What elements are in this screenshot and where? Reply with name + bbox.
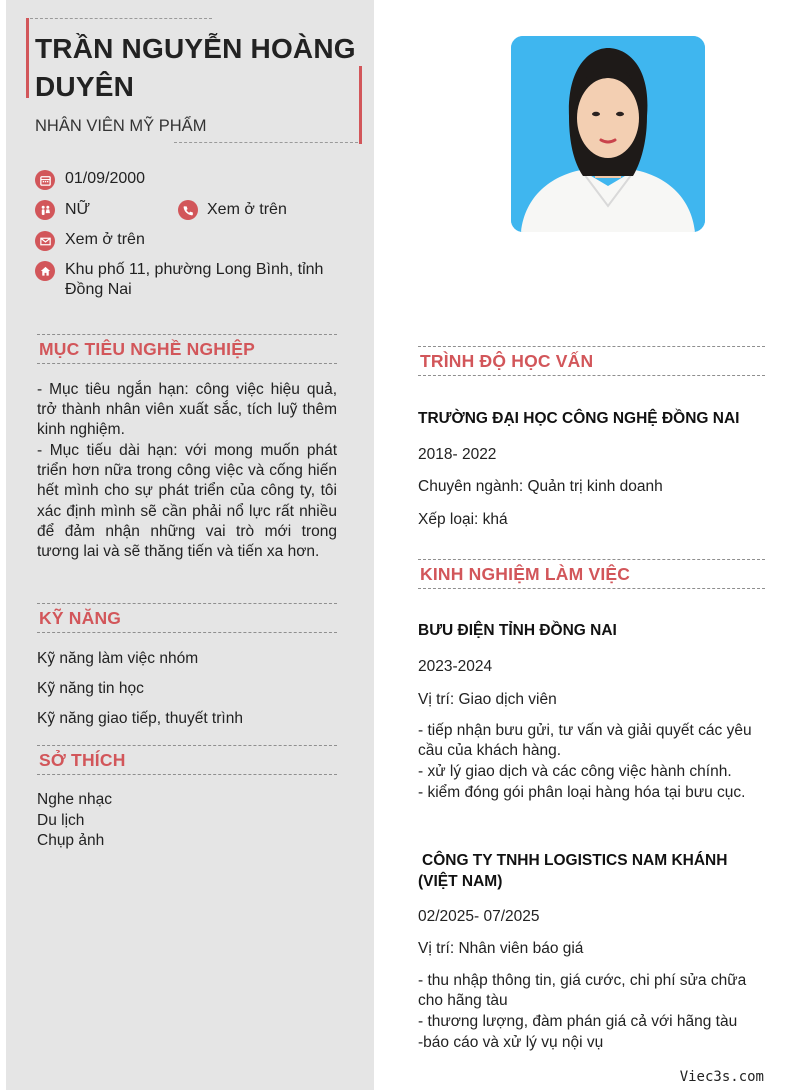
hobby-item: Nghe nhạc bbox=[37, 791, 112, 808]
company-name: CÔNG TY TNHH LOGISTICS NAM KHÁNH (VIỆT NAM) bbox=[418, 852, 728, 890]
hobby-item: Chụp ảnh bbox=[37, 832, 105, 849]
job-duty: - kiểm đóng gói phân loại hàng hóa tại bưu cục. bbox=[418, 784, 746, 801]
home-icon bbox=[35, 261, 55, 281]
phone-icon bbox=[178, 200, 198, 220]
skill-item: Kỹ năng làm việc nhóm bbox=[37, 650, 199, 667]
company-name: BƯU ĐIỆN TỈNH ĐỒNG NAI bbox=[418, 622, 617, 639]
skills-heading bbox=[37, 603, 337, 633]
skill-item: Kỹ năng tin học bbox=[37, 680, 144, 697]
objective-long-term: - Mục tiếu dài hạn: với mong muốn phát triển hơn nữa trong công việc và cống hiến hết mình cho sự phát triển của công ty, tôi xác định mình sẽ cần phải nổ lực rất nhiều để đảm nhận những vai trò mới trong tương lai và sẽ thăng tiến và tiến xa hơn. bbox=[37, 442, 337, 561]
job-period: 2023-2024 bbox=[418, 658, 493, 675]
education-major: Chuyên ngành: Quản trị kinh doanh bbox=[418, 478, 663, 495]
job-duty: - thương lượng, đàm phán giá cả với hãng tàu bbox=[418, 1013, 738, 1030]
job-duty: -báo cáo và xử lý vụ nội vụ bbox=[418, 1034, 604, 1051]
watermark: Viec3s.com bbox=[679, 1069, 764, 1085]
objective-heading bbox=[37, 334, 337, 364]
hobbies-heading bbox=[37, 745, 337, 775]
experience-heading-text: KINH NGHIỆM LÀM VIỆC bbox=[420, 564, 631, 584]
candidate-name: TRẦN NGUYỄN HOÀNG DUYÊN bbox=[35, 33, 356, 102]
education-heading bbox=[418, 346, 765, 376]
education-heading-text: TRÌNH ĐỘ HỌC VẤN bbox=[420, 351, 594, 371]
accent-bar bbox=[359, 66, 362, 144]
objective-short-term: - Mục tiêu ngắn hạn: công việc hiệu quả, trở thành nhân viên xuất sắc, tích luỹ thêm kinh nghiệm. bbox=[37, 381, 337, 439]
job-title: NHÂN VIÊN MỸ PHẨM bbox=[35, 117, 207, 135]
dob-text: 01/09/2000 bbox=[65, 170, 146, 187]
phone-text: Xem ở trên bbox=[207, 201, 287, 218]
objective-heading-text: MỤC TIÊU NGHỀ NGHIỆP bbox=[39, 339, 255, 359]
address-text: Khu phố 11, phường Long Bình, tỉnh Đồng Nai bbox=[65, 261, 324, 298]
education-grade: Xếp loại: khá bbox=[418, 511, 508, 528]
name-block bbox=[26, 18, 362, 144]
job-duty: - thu nhập thông tin, giá cước, chi phí sửa chữa cho hãng tàu bbox=[418, 972, 747, 1010]
profile-photo bbox=[511, 36, 705, 232]
education-period: 2018- 2022 bbox=[418, 446, 497, 463]
skill-item: Kỹ năng giao tiếp, thuyết trình bbox=[37, 710, 243, 727]
gender-icon bbox=[35, 200, 55, 220]
accent-bar bbox=[26, 18, 29, 98]
divider bbox=[30, 18, 212, 19]
hobbies-heading-text: SỞ THÍCH bbox=[39, 750, 126, 770]
divider bbox=[174, 142, 358, 143]
job-position: Vị trí: Nhân viên báo giá bbox=[418, 940, 584, 957]
job-period: 02/2025- 07/2025 bbox=[418, 908, 540, 925]
experience-heading bbox=[418, 559, 765, 589]
skills-heading-text: KỸ NĂNG bbox=[39, 608, 122, 628]
hobby-item: Du lịch bbox=[37, 812, 85, 829]
job-duty: - xử lý giao dịch và các công việc hành chính. bbox=[418, 763, 732, 780]
calendar-icon bbox=[35, 170, 55, 190]
gender-text: NỮ bbox=[65, 201, 91, 218]
job-position: Vị trí: Giao dịch viên bbox=[418, 691, 557, 708]
email-text: Xem ở trên bbox=[65, 231, 145, 248]
email-icon bbox=[35, 231, 55, 251]
job-duty: - tiếp nhận bưu gửi, tư vấn và giải quyết các yêu cầu của khách hàng. bbox=[418, 722, 752, 760]
school-name: TRƯỜNG ĐẠI HỌC CÔNG NGHỆ ĐỒNG NAI bbox=[418, 410, 740, 427]
